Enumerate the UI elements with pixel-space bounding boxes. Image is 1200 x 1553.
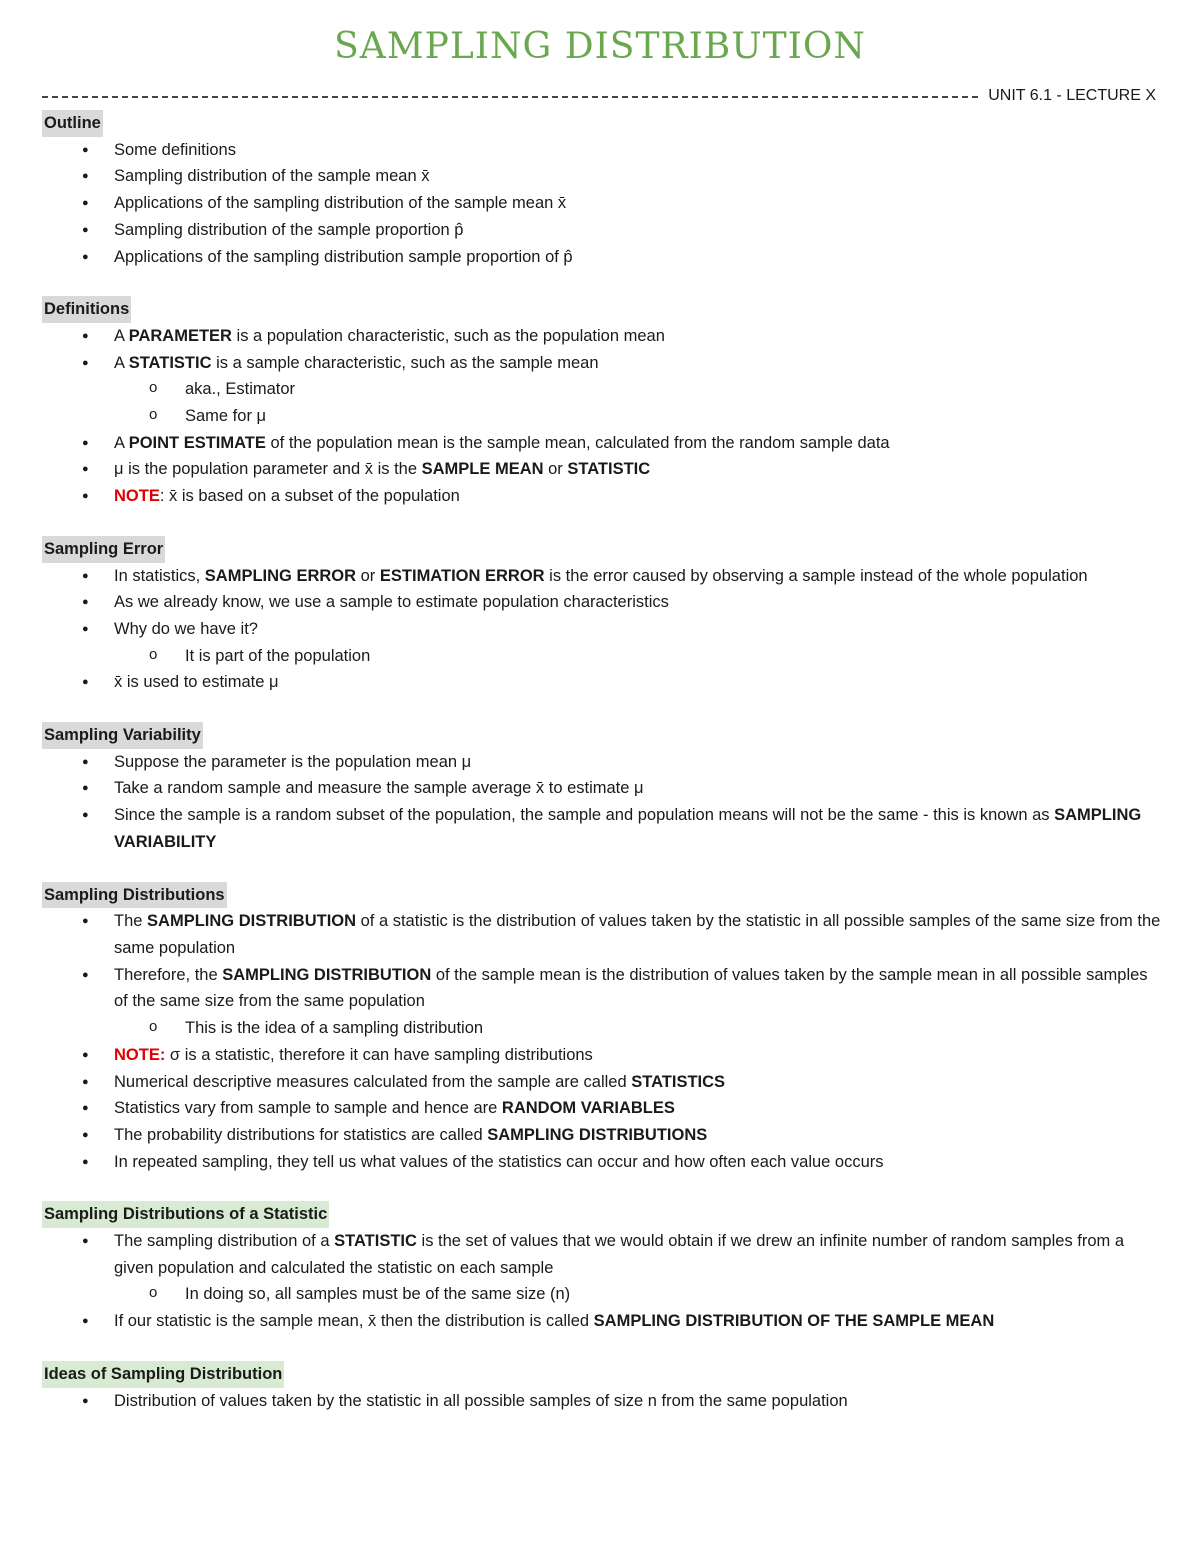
- text: Since the sample is a random subset of the population, the sample and population means will not be the same - this is known as: [114, 806, 1055, 825]
- sub-list-item: o aka., Estimator: [44, 376, 1164, 403]
- list-item: [44, 483, 1164, 510]
- sub-list-item: o It is part of the population: [44, 643, 1164, 670]
- text: or: [543, 460, 568, 479]
- list-item: [44, 430, 1164, 457]
- section-sampling-distributions: [44, 882, 1164, 1176]
- list-item: [44, 1228, 1164, 1308]
- section-heading: Sampling Variability: [42, 722, 203, 749]
- bold-term: SAMPLE MEAN: [421, 460, 544, 479]
- section-heading: Sampling Distributions of a Statistic: [42, 1201, 329, 1228]
- section-sampling-error: [44, 536, 1164, 696]
- text: μ is the population parameter and x̄ is the: [114, 460, 422, 479]
- text: A: [114, 326, 129, 345]
- section-heading: Ideas of Sampling Distribution: [42, 1361, 284, 1388]
- section-heading: Sampling Distributions: [42, 882, 227, 909]
- bold-term: STATISTIC: [567, 460, 651, 479]
- outline-list: [44, 137, 1164, 271]
- note-label: NOTE: [114, 487, 160, 506]
- list-item: ● Sampling distribution of the sample proportion p̂: [44, 217, 1164, 244]
- section-ideas: [44, 1361, 1164, 1414]
- text: Why do we have it?: [114, 619, 258, 638]
- text: A: [114, 353, 129, 372]
- text: is the set of values that we would obtain if we drew an infinite number of random samples from a given population and calculated the statistic on each sample: [114, 1232, 1125, 1277]
- text: is a population characteristic, such as the population mean: [231, 326, 665, 345]
- text: Numerical descriptive measures calculated from the sample are called: [114, 1072, 632, 1091]
- text: The sampling distribution of a: [114, 1232, 335, 1251]
- bold-term: STATISTIC: [334, 1232, 417, 1251]
- note-label: NOTE:: [114, 1045, 166, 1064]
- text: A: [114, 433, 129, 452]
- list-item: ● Distribution of values taken by the statistic in all possible samples of size n from the same population: [44, 1388, 1164, 1415]
- text: : x̄ is based on a subset of the population: [159, 487, 460, 506]
- bold-term: SAMPLING VARIABILITY: [114, 806, 1142, 851]
- bold-term: SAMPLING ERROR: [204, 566, 357, 585]
- section-heading: Definitions: [42, 296, 131, 323]
- bold-term: ESTIMATION ERROR: [379, 566, 545, 585]
- bold-term: PARAMETER: [128, 326, 232, 345]
- sub-list: [114, 376, 1164, 429]
- header-rule: [42, 85, 1156, 107]
- text: The: [114, 912, 148, 931]
- list-item: ● Applications of the sampling distribution sample proportion of p̂: [44, 244, 1164, 271]
- sub-list-item: o In doing so, all samples must be of the same size (n): [44, 1281, 1164, 1308]
- list-item: ● In repeated sampling, they tell us what values of the statistics can occur and how often each value occurs: [44, 1149, 1164, 1176]
- list-item: [44, 802, 1164, 855]
- text: In statistics,: [114, 566, 205, 585]
- text: Therefore, the: [114, 965, 223, 984]
- text: If our statistic is the sample mean, x̄ then the distribution is called: [114, 1312, 594, 1331]
- list-item: [44, 350, 1164, 430]
- section-sampling-dist-statistic: [44, 1201, 1164, 1335]
- list-item: ● As we already know, we use a sample to estimate population characteristics: [44, 589, 1164, 616]
- sub-list-item: o Same for μ: [44, 403, 1164, 430]
- notes-body: [44, 110, 1164, 1440]
- bold-term: STATISTIC: [128, 353, 212, 372]
- list-item: [44, 1095, 1164, 1122]
- list-item: [44, 456, 1164, 483]
- text: σ is a statistic, therefore it can have sampling distributions: [165, 1045, 593, 1064]
- dashed-divider: [42, 96, 978, 98]
- text: of a statistic is the distribution of values taken by the statistic in all possible samples of the same size from the same population: [114, 912, 1161, 957]
- section-heading: Sampling Error: [42, 536, 165, 563]
- list-item: [44, 1122, 1164, 1149]
- ideas-list: [44, 1388, 1164, 1415]
- sub-list: [114, 643, 1164, 670]
- text: or: [356, 566, 380, 585]
- list-item: ● Sampling distribution of the sample mean x̄: [44, 163, 1164, 190]
- sampling-error-list: [44, 563, 1164, 697]
- text: of the population mean is the sample mean, calculated from the random sample data: [265, 433, 890, 452]
- text: Statistics vary from sample to sample and hence are: [114, 1099, 502, 1118]
- list-item: ● Take a random sample and measure the sample average x̄ to estimate μ: [44, 775, 1164, 802]
- bold-term: SAMPLING DISTRIBUTION: [222, 965, 432, 984]
- sampling-variability-list: [44, 749, 1164, 856]
- list-item: ● Some definitions: [44, 137, 1164, 164]
- list-item: [44, 1042, 1164, 1069]
- list-item: [44, 563, 1164, 590]
- bold-term: RANDOM VARIABLES: [501, 1099, 675, 1118]
- page-title: SAMPLING DISTRIBUTION: [334, 26, 866, 67]
- sub-list: [114, 1281, 1164, 1308]
- unit-label: UNIT 6.1 - LECTURE X: [988, 87, 1156, 104]
- bold-term: STATISTICS: [631, 1072, 726, 1091]
- sampling-dist-statistic-list: [44, 1228, 1164, 1335]
- definitions-list: [44, 323, 1164, 510]
- sub-list: [114, 1015, 1164, 1042]
- section-heading: Outline: [42, 110, 103, 137]
- text: of the sample mean is the distribution of values taken by the sample mean in all possible samples of the same size from the same population: [114, 965, 1148, 1011]
- list-item: ● Applications of the sampling distribution of the sample mean x̄: [44, 190, 1164, 217]
- section-sampling-variability: [44, 722, 1164, 856]
- text: is a sample characteristic, such as the sample mean: [211, 353, 599, 372]
- text: is the error caused by observing a sample instead of the whole population: [544, 566, 1088, 585]
- section-definitions: [44, 296, 1164, 510]
- list-item: [44, 908, 1164, 961]
- sub-list-item: o This is the idea of a sampling distribution: [44, 1015, 1164, 1042]
- bold-term: SAMPLING DISTRIBUTIONS: [487, 1125, 708, 1144]
- section-outline: [44, 110, 1164, 270]
- list-item: [44, 616, 1164, 669]
- bold-term: POINT ESTIMATE: [128, 433, 266, 452]
- list-item: [44, 1308, 1164, 1335]
- list-item: ● Suppose the parameter is the population mean μ: [44, 749, 1164, 776]
- list-item: [44, 1069, 1164, 1096]
- list-item: ● x̄ is used to estimate μ: [44, 669, 1164, 696]
- sampling-distributions-list: [44, 908, 1164, 1175]
- list-item: [44, 323, 1164, 350]
- text: The probability distributions for statistics are called: [114, 1125, 488, 1144]
- bold-term: SAMPLING DISTRIBUTION: [147, 912, 357, 931]
- bold-term: SAMPLING DISTRIBUTION OF THE SAMPLE MEAN: [593, 1312, 995, 1331]
- list-item: [44, 962, 1164, 1042]
